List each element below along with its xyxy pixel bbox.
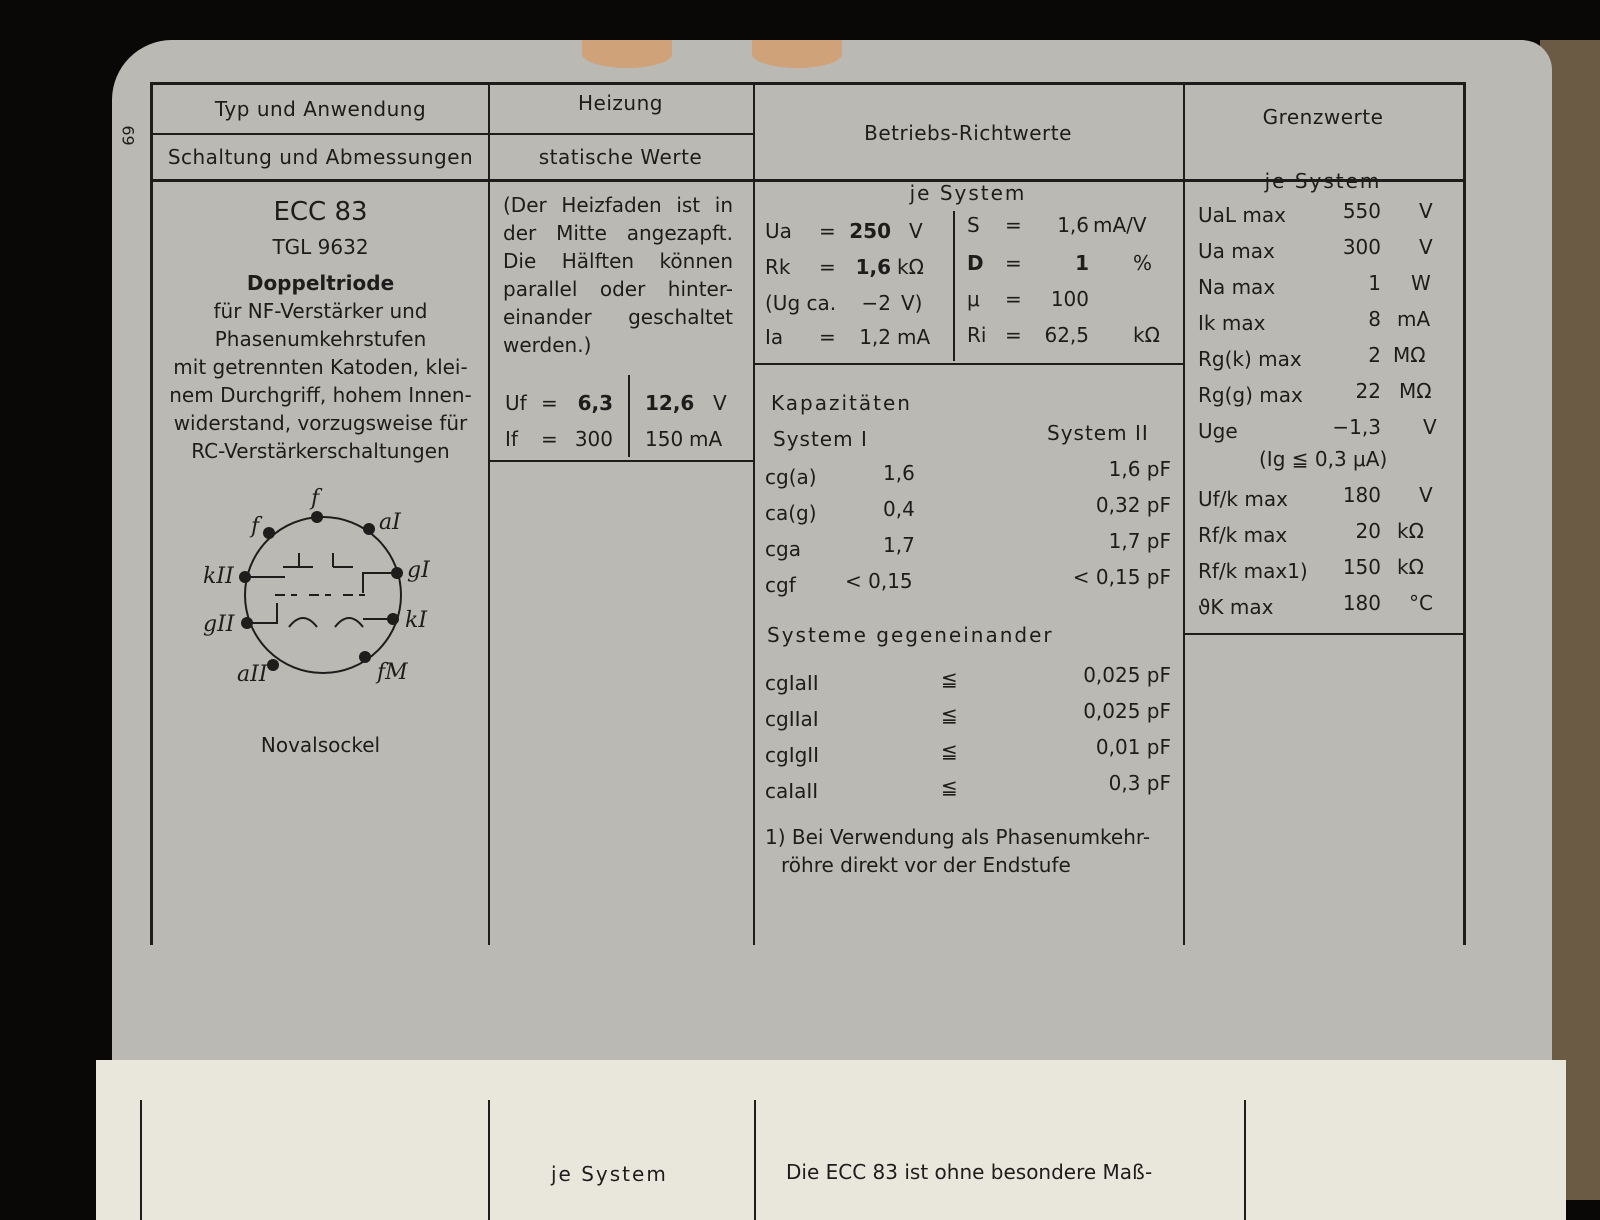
cap-v2: < 0,15 pF [1072,565,1171,589]
next-je-system: je System [551,1162,668,1186]
limit-unit: MΩ [1393,343,1426,367]
limit-unit: mA [1397,307,1431,331]
cap-sym: cgf [765,573,796,597]
op-eq: = [819,219,836,243]
pin-label: f [311,486,320,511]
tube-desc: nem Durchgriff, hohem Innen- [169,383,472,407]
if-label: If [505,427,518,451]
cap-sym: cga [765,537,801,561]
limit-sym: Rg(k) max [1198,347,1302,371]
pin-label: fM [377,660,408,685]
limit-condition: (Ig ≦ 0,3 μA) [1259,447,1388,471]
header-static: statische Werte [538,145,703,169]
op-val: 1 [1075,251,1089,275]
op-sym: μ [967,287,980,311]
op-val: 1,2 [859,325,891,349]
next-col-divider [1244,1100,1246,1220]
tube-desc: mit getrennten Katoden, klei- [173,355,468,379]
heating-note: der Mitte angezapft. [503,221,733,245]
op-unit: V [909,219,923,243]
tube-desc: Phasenumkehrstufen [214,327,427,351]
limit-sym: Na max [1198,275,1276,299]
limit-sym: Ik max [1198,311,1266,335]
op-eq: = [1005,287,1022,311]
page-notch [582,40,672,68]
limit-val: −1,3 [1332,415,1381,439]
if-value-1: 300 [574,427,613,451]
op-eq: = [819,325,836,349]
system-2-label: System II [1047,421,1149,445]
op-val: 100 [1050,287,1089,311]
footnote: 1) Bei Verwendung als Phasenumkehr- [765,825,1151,849]
op-sym: D [967,251,984,275]
mutual-op: ≦ [941,739,958,763]
mutual-val: 0,01 pF [1095,735,1171,759]
op-val: 1,6 [1057,213,1089,237]
data-table [150,82,1466,945]
heating-note: parallel oder hinter- [503,277,733,301]
col-divider [753,85,755,945]
mutual-op: ≦ [941,667,958,691]
pin-label: kI [405,608,428,633]
uf-value-2: 12,6 [645,391,695,415]
pin-label: gI [407,558,430,583]
limit-val: 8 [1368,307,1381,331]
je-system: je System [909,181,1027,205]
limit-val: 2 [1368,343,1381,367]
op-unit: % [1133,251,1153,275]
limit-unit: °C [1409,591,1433,615]
limit-sym: Rf/k max1) [1198,559,1308,583]
limits-je-system: je System [1264,169,1382,193]
limit-sym: Ua max [1198,239,1275,263]
op-sym: Rk [765,255,791,279]
limit-val: 1 [1368,271,1381,295]
cap-v2: 0,32 pF [1095,493,1171,517]
pin-label: gII [203,612,235,637]
cap-v2: 1,7 pF [1108,529,1171,553]
heating-divider [628,375,630,457]
limit-val: 150 [1342,555,1381,579]
cap-v1: 1,6 [883,461,915,485]
header-divider [153,133,753,135]
limit-val: 20 [1355,519,1381,543]
op-val: −2 [861,291,891,315]
footnote: röhre direkt vor der Endstufe [781,853,1071,877]
pin-label: aI [379,510,401,535]
next-page [96,1060,1566,1220]
limit-val: 180 [1342,591,1381,615]
limit-sym: Rg(g) max [1198,383,1303,407]
operating-divider [953,211,955,361]
limit-sym: Rf/k max [1198,523,1288,547]
op-val: 62,5 [1044,323,1089,347]
op-unit: kΩ [897,255,924,279]
header-circuit: Schaltung und Abmessungen [167,145,474,169]
limit-unit: kΩ [1397,555,1424,579]
pin-label: kII [203,564,234,589]
cap-v2: 1,6 pF [1108,457,1171,481]
pin-label: f [251,514,260,539]
uf-unit: V [713,391,727,415]
limit-val: 180 [1342,483,1381,507]
op-unit: V) [901,291,923,315]
header-type: Typ und Anwendung [214,97,427,121]
next-col-divider [488,1100,490,1220]
limit-unit: V [1419,199,1433,223]
col-divider [488,85,490,945]
cap-v1: 0,4 [883,497,915,521]
limit-unit: MΩ [1399,379,1432,403]
pin-label: aII [237,662,268,687]
limit-sym: Uge [1198,419,1238,443]
header-limits: Grenzwerte [1262,105,1384,129]
op-eq: = [1005,323,1022,347]
tube-kind: Doppeltriode [246,271,395,295]
page-notch [752,40,842,68]
limits-bottom [1183,633,1463,635]
header-heating: Heizung [578,91,663,115]
next-col-divider [754,1100,756,1220]
op-sym: Ua [765,219,792,243]
uf-value-1: 6,3 [577,391,613,415]
tube-desc: RC-Verstärkerschaltungen [191,439,450,463]
if-unit: mA [689,427,723,451]
mutual-op: ≦ [941,775,958,799]
limit-unit: V [1423,415,1437,439]
tube-desc: für NF-Verstärker und [213,299,428,323]
tube-name: ECC 83 [273,197,368,227]
op-sym: (Ug ca. [765,291,837,315]
op-val: 1,6 [855,255,891,279]
uf-eq: = [541,391,558,415]
limit-unit: V [1419,235,1433,259]
tube-standard: TGL 9632 [272,235,369,259]
op-eq: = [1005,213,1022,237]
cap-v1: < 0,15 [845,569,913,593]
heating-note: Die Hälften können [503,249,733,273]
heating-note: einander geschaltet [503,305,733,329]
next-col-divider [140,1100,142,1220]
book-page [112,40,1552,1060]
limit-val: 22 [1355,379,1381,403]
cap-sym: cg(a) [765,465,817,489]
op-val: 250 [849,219,891,243]
op-unit: mA/V [1093,213,1147,237]
mutual-sym: cgIIaI [765,707,819,731]
limit-unit: V [1419,483,1433,507]
mutual-title: Systeme gegeneinander [767,623,1054,647]
limit-val: 550 [1342,199,1381,223]
cap-sym: ca(g) [765,501,817,525]
mutual-sym: cgIgII [765,743,820,767]
op-sym: S [967,213,980,237]
mutual-val: 0,025 pF [1083,699,1171,723]
uf-label: Uf [505,391,527,415]
op-eq: = [1005,251,1022,275]
limit-val: 300 [1342,235,1381,259]
socket-label: Novalsockel [260,733,381,757]
mutual-val: 0,3 pF [1108,771,1171,795]
limit-sym: Uf/k max [1198,487,1288,511]
tube-desc: widerstand, vorzugsweise für [173,411,468,435]
op-unit: mA [897,325,931,349]
limit-unit: W [1411,271,1431,295]
limit-sym: ϑK max [1198,595,1274,619]
mutual-val: 0,025 pF [1083,663,1171,687]
op-sym: Ri [967,323,987,347]
op-sym: Ia [765,325,784,349]
col-divider [1183,85,1185,945]
limit-unit: kΩ [1397,519,1424,543]
if-eq: = [541,427,558,451]
heating-note: (Der Heizfaden ist in [503,193,733,217]
op-eq: = [819,255,836,279]
mutual-op: ≦ [941,703,958,727]
system-1-label: System I [773,427,868,451]
operating-bottom [753,363,1183,365]
limit-sym: UaL max [1198,203,1286,227]
cap-v1: 1,7 [883,533,915,557]
header-operating: Betriebs-Richtwerte [864,121,1072,145]
mutual-sym: cgIaII [765,671,819,695]
heating-bottom [488,460,753,462]
next-text: Die ECC 83 ist ohne besondere Maß- [786,1160,1153,1184]
capacities-title: Kapazitäten [771,391,912,415]
page-number: 69 [118,125,138,146]
pin-diagram [193,485,453,705]
if-value-2: 150 [645,427,684,451]
heating-note: werden.) [503,333,592,357]
op-unit: kΩ [1133,323,1160,347]
mutual-sym: caIaII [765,779,819,803]
